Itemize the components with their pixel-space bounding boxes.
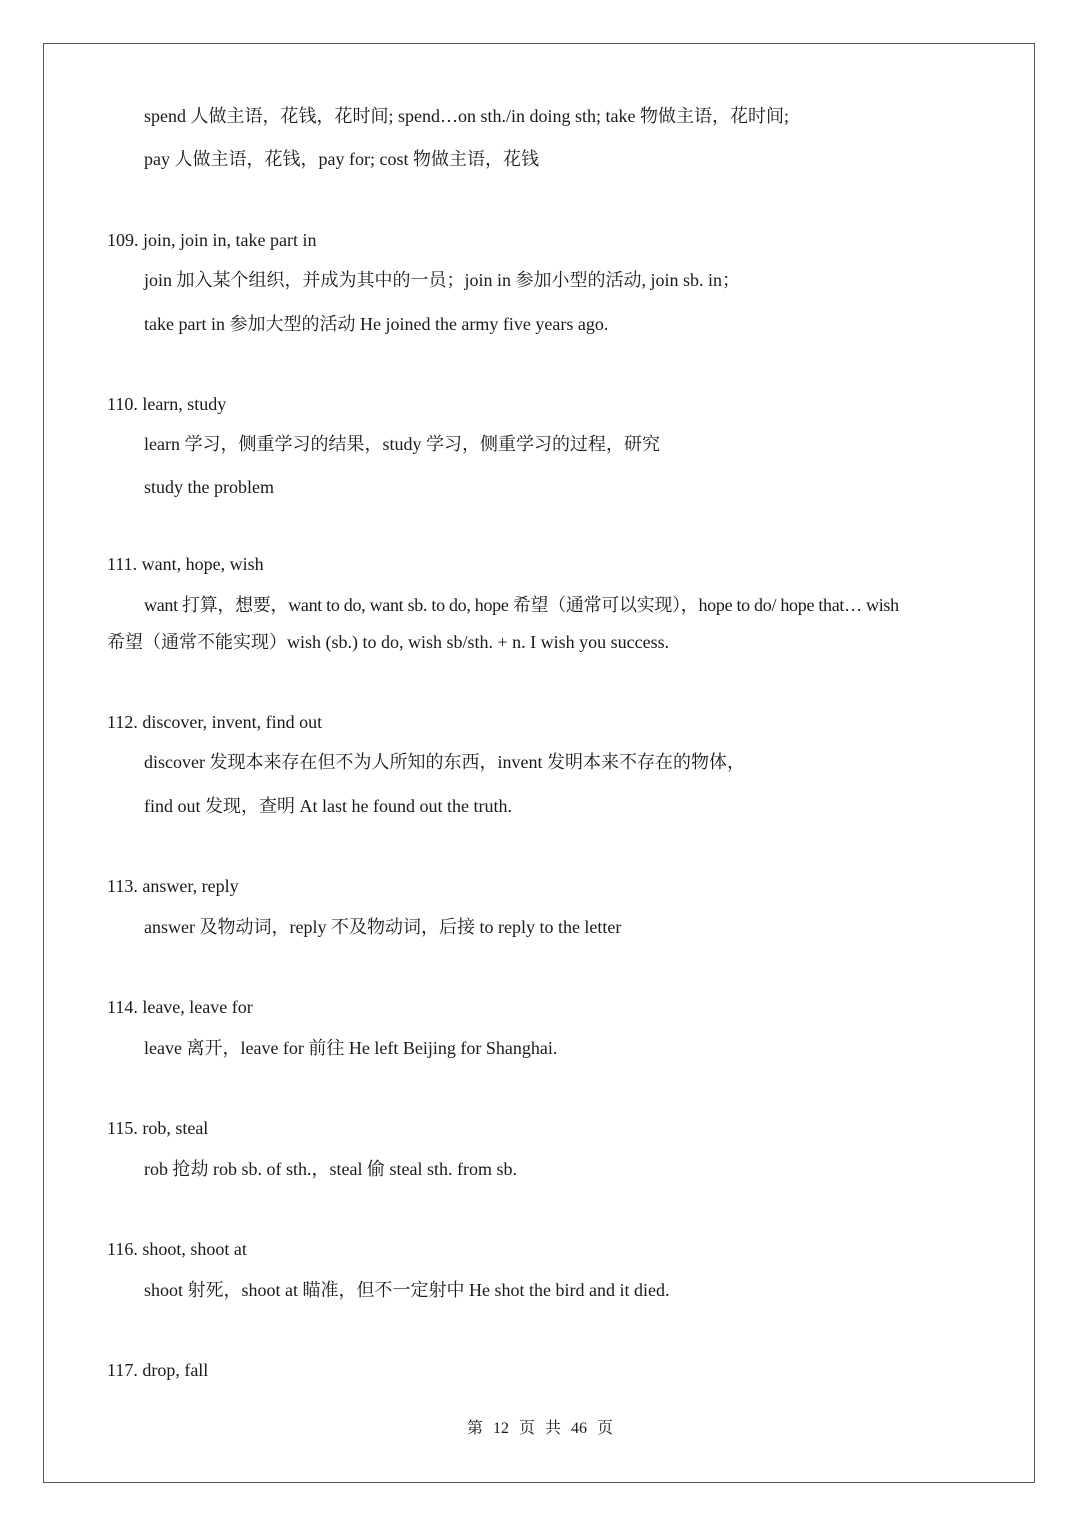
text-line: want 打算，想要，want to do, want sb. to do, hope 希望（通常可以实现），hope to do/ hope that… wish: [144, 595, 899, 615]
entry-heading: 116. shoot, shoot at: [107, 1239, 247, 1259]
text-line: answer 及物动词，reply 不及物动词，后接 to reply to the letter: [144, 917, 622, 937]
entry-heading: 110. learn, study: [107, 394, 227, 414]
text-line: take part in 参加大型的活动 He joined the army five years ago.: [144, 314, 609, 334]
entry-heading: 112. discover, invent, find out: [107, 712, 323, 732]
page-number-footer: 第 12 页 共 46 页: [466, 1420, 613, 1437]
text-line: study the problem: [144, 477, 274, 497]
entry-heading: 109. join, join in, take part in: [107, 230, 317, 250]
text-line: discover 发现本来存在但不为人所知的东西，invent 发明本来不存在的物体，: [144, 752, 745, 772]
text-line: rob 抢劫 rob sb. of sth.，steal 偷 steal sth. from sb.: [144, 1159, 517, 1179]
text-line: join 加入某个组织，并成为其中的一员；join in 参加小型的活动, join sb. in；: [144, 270, 741, 290]
text-line: find out 发现，查明 At last he found out the truth.: [144, 796, 512, 816]
entry-heading: 111. want, hope, wish: [107, 554, 264, 574]
text-line: 希望（通常不能实现）wish (sb.) to do, wish sb/sth. + n. I wish you success.: [107, 632, 670, 652]
entry-heading: 115. rob, steal: [107, 1118, 209, 1138]
text-line: leave 离开，leave for 前往 He left Beijing for Shanghai.: [144, 1038, 558, 1058]
text-line: shoot 射死，shoot at 瞄准，但不一定射中 He shot the bird and it died.: [144, 1280, 670, 1300]
text-line: learn 学习，侧重学习的结果，study 学习，侧重学习的过程，研究: [144, 434, 660, 454]
text-line: spend 人做主语，花钱，花时间; spend…on sth./in doing sth; take 物做主语，花时间;: [144, 106, 789, 126]
text-line: pay 人做主语，花钱，pay for; cost 物做主语，花钱: [144, 149, 539, 169]
entry-heading: 113. answer, reply: [107, 876, 239, 896]
entry-heading: 117. drop, fall: [107, 1360, 209, 1380]
entry-heading: 114. leave, leave for: [107, 997, 253, 1017]
